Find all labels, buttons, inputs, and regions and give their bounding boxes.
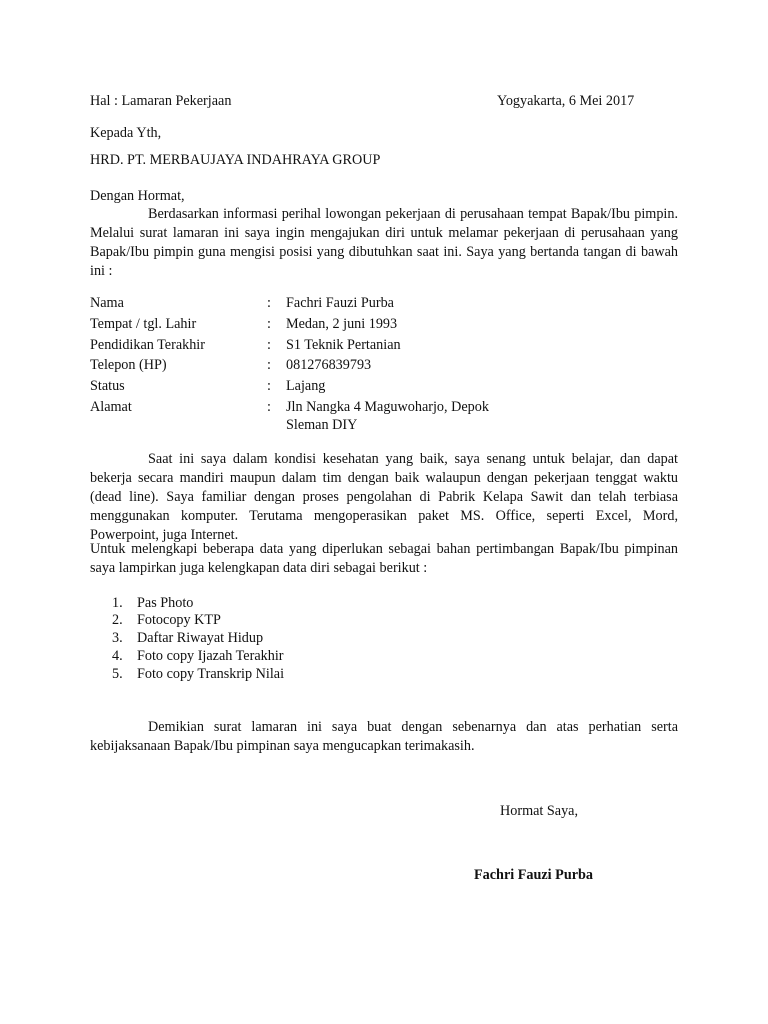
detail-value: Lajang [286,378,326,394]
body-paragraph-2: Untuk melengkapi beberapa data yang diperlukan sebagai bahan pertimbangan Bapak/Ibu pimpinan saya lampirkan juga kelengkapan data diri sebagai berikut : [90,541,678,576]
list-number: 3. [112,630,123,646]
list-text: Daftar Riwayat Hidup [137,630,264,646]
detail-value-line2: Sleman DIY [286,417,358,433]
list-number: 2. [112,612,123,628]
recipient-company: HRD. PT. MERBAUJAYA INDAHRAYA GROUP [90,152,381,168]
list-text: Fotocopy KTP [137,612,221,628]
detail-colon: : [267,295,271,311]
detail-value: Fachri Fauzi Purba [286,295,394,311]
detail-value: S1 Teknik Pertanian [286,337,401,353]
detail-colon: : [267,337,271,353]
intro-paragraph: Berdasarkan informasi perihal lowongan pekerjaan di perusahaan tempat Bapak/Ibu pimpin. Melalui surat lamaran ini saya ingin mengajukan diri untuk melamar pekerjaan di perusahaan yang Bapak/Ibu pimpin guna mengisi posisi yang dibutuhkan saat ini. Saya yang bertanda tangan di bawah ini : [90,206,678,279]
body-paragraph-1: Saat ini saya dalam kondisi kesehatan yang baik, saya senang untuk belajar, dan dapat bekerja secara mandiri maupun dalam tim dengan baik walaupun dengan pekerjaan tenggat waktu (dead line). Saya familiar dengan proses pengolahan di Pabrik Kelapa Sawit dan telah terbiasa menggunakan komputer. Terutama mengoperasikan paket MS. Office, seperti Excel, Mord, Powerpoint, juga Internet. [90,451,678,543]
signature-name: Fachri Fauzi Purba [474,867,594,883]
detail-row-telepon [90,356,678,376]
place-date: Yogyakarta, 6 Mei 2017 [497,93,635,109]
signoff: Hormat Saya, [500,803,579,819]
list-number: 5. [112,666,123,682]
list-text: Foto copy Ijazah Terakhir [137,648,284,664]
detail-value: 081276839793 [286,357,372,373]
detail-label: Tempat / tgl. Lahir [90,316,197,332]
subject-line: Hal : Lamaran Pekerjaan [90,93,232,109]
detail-value: Jln Nangka 4 Maguwoharjo, Depok [286,399,489,415]
detail-colon: : [267,357,271,373]
list-text: Pas Photo [137,595,194,611]
detail-label: Status [90,378,125,394]
detail-row-alamat [90,398,678,438]
list-text: Foto copy Transkrip Nilai [137,666,285,682]
list-number: 1. [112,595,123,611]
detail-label: Pendidikan Terakhir [90,337,205,353]
list-number: 4. [112,648,123,664]
closing-paragraph: Demikian surat lamaran ini saya buat dengan sebenarnya dan atas perhatian serta kebijaksanaan Bapak/Ibu pimpinan saya mengucapkan terimakasih. [90,719,678,754]
detail-label: Telepon (HP) [90,357,167,373]
recipient-salutation: Kepada Yth, [90,125,162,141]
detail-row-ttl [90,315,678,335]
detail-colon: : [267,399,271,415]
detail-colon: : [267,378,271,394]
detail-row-pendidikan [90,336,678,356]
detail-label: Alamat [90,399,132,415]
detail-colon: : [267,316,271,332]
detail-value: Medan, 2 juni 1993 [286,316,398,332]
greeting: Dengan Hormat, [90,188,185,204]
detail-row-nama [90,294,678,314]
detail-label: Nama [90,295,124,311]
detail-row-status [90,377,678,397]
